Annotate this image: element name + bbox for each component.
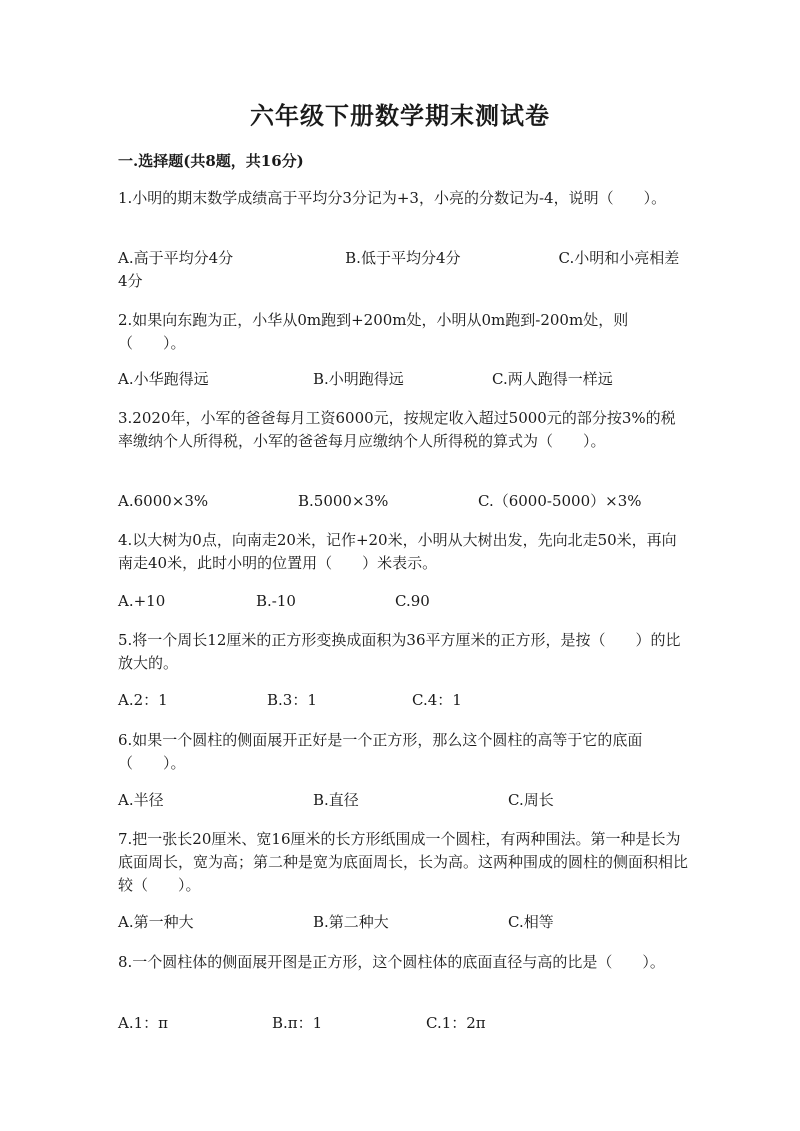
option-c[interactable]: C.相等 bbox=[508, 913, 554, 931]
question-5-stem: 5.将一个周长12厘米的正方形变换成面积为36平方厘米的正方形，是按（ ）的比放大的。 bbox=[118, 631, 681, 672]
option-a[interactable]: A.高于平均分4分 bbox=[118, 249, 234, 267]
question-2-options bbox=[118, 368, 688, 391]
section-heading: 一.选择题(共8题，共16分) bbox=[118, 152, 304, 170]
option-b[interactable]: B.3：1 bbox=[267, 691, 317, 709]
question-4-stem: 4.以大树为0点，向南走20米，记作+20米，小明从大树出发，先向北走50米，再向南走40米，此时小明的位置用（ ）米表示。 bbox=[118, 531, 677, 572]
option-b[interactable]: B.π：1 bbox=[272, 1014, 323, 1032]
question-3-stem: 3.2020年，小军的爸爸每月工资6000元，按规定收入超过5000元的部分按3%的税率缴纳个人所得税，小军的爸爸每月应缴纳个人所得税的算式为（ ）。 bbox=[118, 409, 676, 450]
question-1-stem: 1.小明的期末数学成绩高于平均分3分记为+3，小亮的分数记为-4，说明（ ）。 bbox=[118, 189, 667, 207]
option-a[interactable]: A.+10 bbox=[118, 592, 166, 610]
question-5-options bbox=[118, 689, 688, 712]
option-c[interactable]: C.（6000-5000）×3% bbox=[478, 492, 642, 510]
option-b[interactable]: B.小明跑得远 bbox=[313, 370, 404, 388]
option-a[interactable]: A.小华跑得远 bbox=[118, 370, 209, 388]
option-a[interactable]: A.2：1 bbox=[118, 691, 168, 709]
option-a[interactable]: A.6000×3% bbox=[118, 492, 209, 510]
question-2-stem: 2.如果向东跑为正，小华从0m跑到+200m处，小明从0m跑到-200m处，则（ ）。 bbox=[118, 311, 629, 352]
option-c[interactable]: C.4：1 bbox=[412, 691, 462, 709]
option-b[interactable]: B.直径 bbox=[313, 791, 359, 809]
question-6-options bbox=[118, 789, 688, 812]
option-c[interactable]: C.周长 bbox=[508, 791, 554, 809]
option-a[interactable]: A.半径 bbox=[118, 791, 164, 809]
option-b[interactable]: B.低于平均分4分 bbox=[345, 249, 461, 267]
question-1-options bbox=[118, 247, 688, 293]
question-7-stem: 7.把一张长20厘米、宽16厘米的长方形纸围成一个圆柱，有两种围法。第一种是长为底面周长，宽为高；第二种是宽为底面周长，长为高。这两种围成的圆柱的侧面积相比较（ ）。 bbox=[118, 830, 689, 894]
option-c[interactable]: C.90 bbox=[395, 592, 430, 610]
question-8-options bbox=[118, 1012, 688, 1035]
option-b[interactable]: B.第二种大 bbox=[313, 913, 389, 931]
option-c[interactable]: C.1：2π bbox=[426, 1014, 486, 1032]
option-b[interactable]: B.5000×3% bbox=[298, 492, 389, 510]
page-title: 六年级下册数学期末测试卷 bbox=[250, 101, 550, 130]
question-3-options bbox=[118, 490, 688, 513]
option-b[interactable]: B.-10 bbox=[256, 592, 296, 610]
option-a[interactable]: A.1：π bbox=[118, 1014, 169, 1032]
question-4-options bbox=[118, 590, 688, 613]
option-c[interactable]: C.小明和小亮相差4分 bbox=[118, 249, 680, 290]
option-c[interactable]: C.两人跑得一样远 bbox=[492, 370, 613, 388]
option-a[interactable]: A.第一种大 bbox=[118, 913, 194, 931]
question-7-options bbox=[118, 911, 688, 934]
question-6-stem: 6.如果一个圆柱的侧面展开正好是一个正方形，那么这个圆柱的高等于它的底面（ ）。 bbox=[118, 731, 643, 772]
question-8-stem: 8.一个圆柱体的侧面展开图是正方形，这个圆柱体的底面直径与高的比是（ ）。 bbox=[118, 953, 665, 971]
